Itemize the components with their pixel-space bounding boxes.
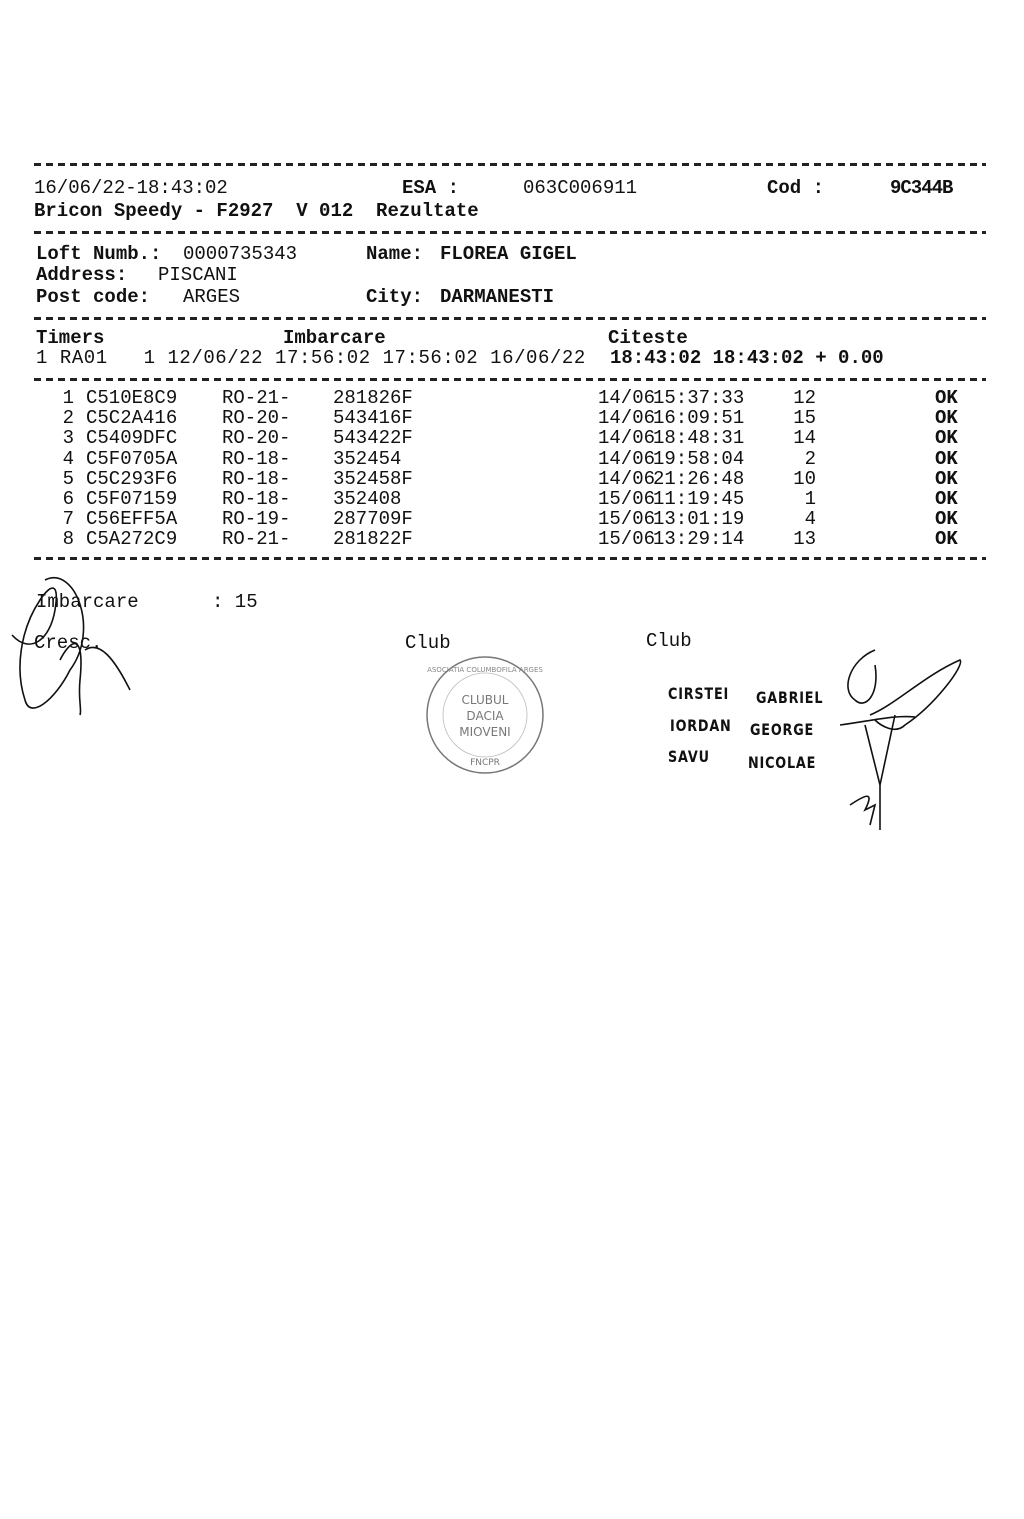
cell-ring: 287709F [333, 508, 413, 531]
cell-date: 14/06 [598, 467, 656, 490]
imbarcare-label: Imbarcare [36, 591, 139, 613]
commission-1-surname: CIRSTEI [668, 684, 730, 703]
city-value: DARMANESTI [440, 286, 555, 308]
commission-2-surname: IORDAN [670, 716, 732, 735]
cell-ring: 281822F [333, 528, 413, 551]
cell-prefix: RO-18- [222, 447, 291, 470]
cell-time: 18:48:31 [653, 427, 745, 450]
cell-status: OK [935, 467, 958, 490]
cell-time: 11:19:45 [653, 488, 745, 510]
cell-n: 3 [62, 427, 74, 450]
cell-chip: C5409DFC [86, 427, 178, 450]
stamp-line-2: DACIA [466, 709, 504, 723]
cell-chip: C510E8C9 [86, 387, 178, 409]
cell-ring: 352454 [333, 447, 402, 470]
stamp-line-3: MIOVENI [459, 725, 511, 739]
cell-prefix: RO-20- [222, 407, 291, 430]
timer-row-read: 18:43:02 18:43:02 + 0.00 [610, 347, 884, 369]
divider [34, 378, 986, 381]
cell-chip: C5F07159 [86, 488, 178, 510]
loft-label: Loft Numb.: [36, 243, 162, 265]
name-label: Name: [366, 243, 424, 265]
cod-value: 9C344B [890, 177, 953, 199]
cod-label: Cod : [767, 177, 825, 199]
cell-n: 2 [62, 407, 74, 430]
cell-time: 21:26:48 [653, 467, 745, 490]
cell-prefix: RO-18- [222, 488, 291, 510]
city-label: City: [366, 286, 424, 308]
cell-status: OK [935, 427, 958, 450]
cell-pos: 4 [804, 508, 816, 531]
cell-date: 14/06 [598, 407, 656, 430]
commission-3-name: NICOLAE [748, 753, 817, 772]
cell-date: 15/06 [598, 528, 656, 551]
cell-pos: 12 [793, 387, 816, 409]
cell-prefix: RO-21- [222, 528, 291, 551]
cell-n: 8 [62, 528, 74, 551]
commission-3-surname: SAVU [668, 747, 710, 766]
cell-n: 1 [62, 387, 74, 409]
divider [34, 231, 986, 234]
club-label-2: Club [646, 630, 692, 652]
cell-time: 15:37:33 [653, 387, 745, 409]
cell-ring: 352458F [333, 467, 413, 490]
cell-pos: 10 [793, 467, 816, 490]
name-value: FLOREA GIGEL [440, 243, 577, 265]
cell-ring: 281826F [333, 387, 413, 409]
cell-prefix: RO-19- [222, 508, 291, 531]
cell-ring: 352408 [333, 488, 402, 510]
club-stamp [420, 652, 550, 782]
commission-signature [835, 645, 975, 835]
breeder-signature [0, 570, 160, 730]
cell-chip: C5C2A416 [86, 407, 178, 430]
timer-row: 1 RA01 1 12/06/22 17:56:02 17:56:02 16/06/22 [36, 347, 586, 369]
cell-status: OK [935, 508, 958, 531]
esa-value: 063C006911 [523, 177, 638, 199]
cell-status: OK [935, 407, 958, 430]
cell-n: 4 [62, 447, 74, 470]
print-datetime: 16/06/22-18:43:02 [34, 177, 228, 199]
loft-value: 0000735343 [183, 243, 298, 265]
cell-chip: C5C293F6 [86, 467, 178, 490]
cell-date: 15/06 [598, 508, 656, 531]
cell-date: 15/06 [598, 488, 656, 510]
cell-pos: 13 [793, 528, 816, 551]
cell-pos: 15 [793, 407, 816, 430]
commission-2-name: GEORGE [750, 720, 815, 739]
imbarcare-value: : 15 [212, 591, 258, 613]
commission-1-name: GABRIEL [756, 688, 824, 707]
cell-n: 6 [62, 488, 74, 510]
cresc-label: Cresc. [34, 632, 103, 654]
cell-status: OK [935, 387, 958, 409]
esa-label: ESA : [402, 177, 460, 199]
cell-n: 7 [62, 508, 74, 531]
divider [34, 557, 986, 560]
cell-time: 16:09:51 [653, 407, 745, 430]
cell-date: 14/06 [598, 447, 656, 470]
cell-prefix: RO-20- [222, 427, 291, 450]
postcode-label: Post code: [36, 286, 151, 308]
device-line: Bricon Speedy - F2927 V 012 Rezultate [34, 200, 479, 222]
cell-time: 13:29:14 [653, 528, 745, 551]
citeste-header: Citeste [608, 327, 688, 349]
timers-header: Timers [36, 327, 105, 349]
cell-prefix: RO-21- [222, 387, 291, 409]
cell-status: OK [935, 528, 958, 551]
cell-chip: C5F0705A [86, 447, 178, 470]
cell-n: 5 [62, 467, 74, 490]
divider [34, 317, 986, 320]
cell-time: 19:58:04 [653, 447, 745, 470]
stamp-bottom: FNCPR [470, 758, 500, 768]
cell-pos: 2 [804, 447, 816, 470]
cell-pos: 14 [793, 427, 816, 450]
stamp-line-1: CLUBUL [461, 693, 509, 707]
cell-status: OK [935, 488, 958, 510]
cell-ring: 543422F [333, 427, 413, 450]
imbarcare-header: Imbarcare [283, 327, 386, 349]
cell-date: 14/06 [598, 427, 656, 450]
stamp-ring-text: ASOCIATIA COLUMBOFILA ARGES [427, 666, 543, 674]
address-value: PISCANI [158, 264, 238, 286]
cell-pos: 1 [804, 488, 816, 510]
club-label-1: Club [405, 632, 451, 654]
cell-time: 13:01:19 [653, 508, 745, 531]
cell-chip: C5A272C9 [86, 528, 178, 551]
postcode-value: ARGES [183, 286, 241, 308]
cell-status: OK [935, 447, 958, 470]
divider [34, 163, 986, 166]
cell-prefix: RO-18- [222, 467, 291, 490]
address-label: Address: [36, 264, 128, 286]
cell-ring: 543416F [333, 407, 413, 430]
cell-chip: C56EFF5A [86, 508, 178, 531]
cell-date: 14/06 [598, 387, 656, 409]
